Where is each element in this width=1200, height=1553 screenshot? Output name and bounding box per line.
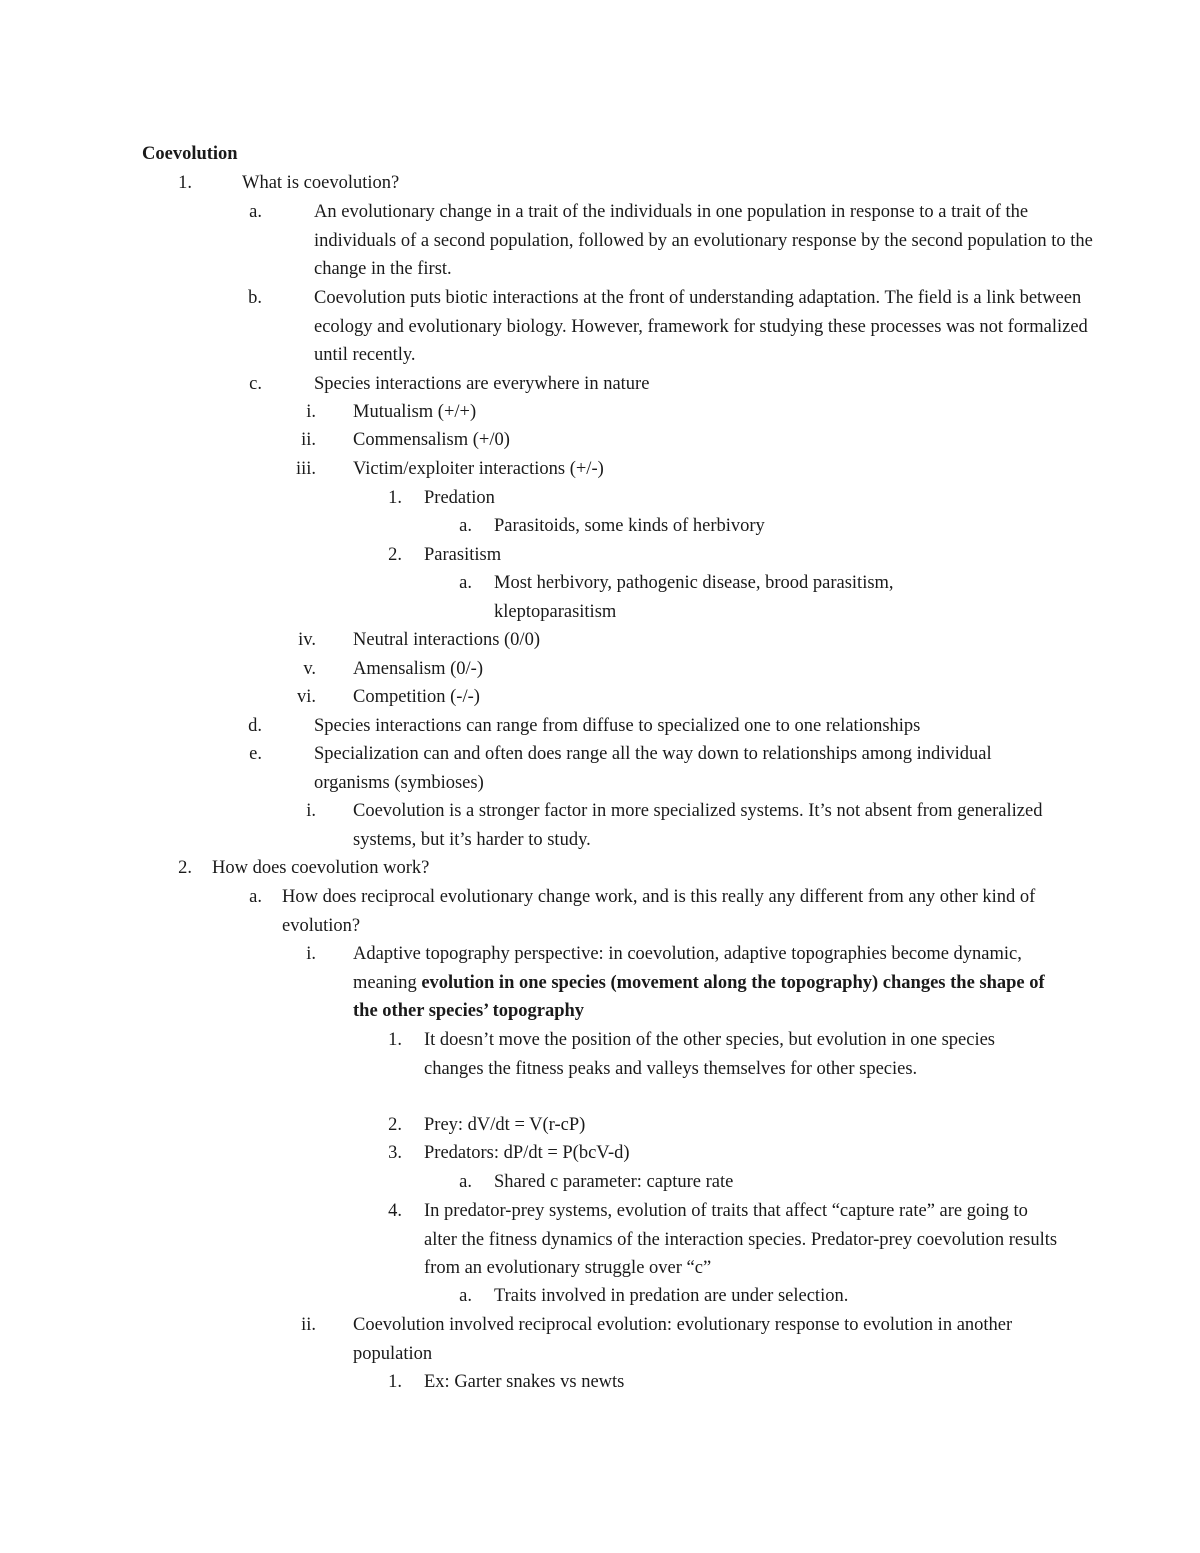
list-marker: iv. (298, 630, 316, 650)
list-marker: i. (306, 402, 316, 422)
list-item-text: Ex: Garter snakes vs newts (424, 1372, 625, 1392)
list-item-text: How does reciprocal evolutionary change work, and is this really any different from any other kind of evolution? (282, 887, 1036, 936)
list-item-text: An evolutionary change in a trait of the individuals in one population in response to a trait of the individuals of a second population, followed by an evolutionary response by the second population to the change in the first. (314, 202, 1093, 280)
list-marker: 2. (388, 1115, 402, 1135)
list-marker: ii. (301, 1315, 316, 1335)
list-marker: i. (306, 944, 316, 964)
list-marker: 1. (388, 1030, 402, 1050)
list-marker: 2. (178, 858, 192, 878)
list-marker: a. (459, 1286, 472, 1306)
list-item-text: Coevolution involved reciprocal evolution: evolutionary response to evolution in another population (353, 1315, 1013, 1364)
list-item-text: Victim/exploiter interactions (+/-) (353, 459, 604, 479)
list-item-text: Commensalism (+/0) (353, 430, 510, 450)
list-marker: a. (459, 1172, 472, 1192)
list-item-text: Neutral interactions (0/0) (353, 630, 540, 650)
list-marker: i. (306, 801, 316, 821)
list-item-text: Parasitism (424, 545, 502, 565)
list-item-text-bold: evolution in one species (movement along the topography) changes the shape of the other species’ topography (353, 972, 1045, 1022)
list-item-text-plain: Adaptive topography perspective: in coevolution, adaptive topographies become dynamic, meaning (353, 944, 1022, 993)
list-marker: ii. (301, 430, 316, 450)
list-marker: a. (249, 202, 262, 222)
list-marker: c. (249, 374, 262, 394)
list-item-text: Coevolution is a stronger factor in more specialized systems. It’s not absent from generalized systems, but it’s harder to study. (353, 801, 1043, 850)
list-item-text: Predation (424, 488, 495, 508)
list-item-text: In predator-prey systems, evolution of traits that affect “capture rate” are going to alter the fitness dynamics of the interaction species. Predator-prey coevolution results from an evolutionary struggle over “c” (424, 1201, 1058, 1279)
list-item-text: How does coevolution work? (212, 858, 430, 878)
list-marker: b. (248, 288, 262, 308)
list-marker: 3. (388, 1143, 402, 1163)
list-item-text: Specialization can and often does range all the way down to relationships among individual organisms (symbioses) (314, 744, 992, 793)
list-marker: 1. (388, 488, 402, 508)
list-item-text: Species interactions can range from diffuse to specialized one to one relationships (314, 716, 921, 736)
list-item-text: What is coevolution? (242, 173, 400, 193)
list-item-text: Mutualism (+/+) (353, 402, 477, 422)
list-item-text: Parasitoids, some kinds of herbivory (494, 516, 765, 536)
list-marker: 1. (388, 1372, 402, 1392)
list-item-text (353, 940, 1053, 1026)
list-marker: a. (459, 516, 472, 536)
list-item-text: Prey: dV/dt = V(r-cP) (424, 1115, 586, 1135)
list-item-text: Traits involved in predation are under selection. (494, 1286, 849, 1306)
list-item-text: Predators: dP/dt = P(bcV-d) (424, 1143, 630, 1163)
list-marker: d. (248, 716, 262, 736)
list-marker: e. (249, 744, 262, 764)
list-item-text: Competition (-/-) (353, 687, 480, 707)
list-item-text: Coevolution puts biotic interactions at the front of understanding adaptation. The field is a link between ecology and evolutionary biology. However, framework for studying these processes was not formalized until recently. (314, 288, 1088, 366)
list-item-text: Species interactions are everywhere in nature (314, 374, 650, 394)
list-marker: 2. (388, 545, 402, 565)
list-marker: a. (459, 573, 472, 593)
list-item-text: Amensalism (0/-) (353, 659, 483, 679)
list-item-text: Most herbivory, pathogenic disease, brood parasitism, kleptoparasitism (494, 573, 894, 622)
document-title: Coevolution (142, 144, 238, 164)
list-marker: iii. (296, 459, 317, 479)
list-marker: 1. (178, 173, 192, 193)
list-marker: 4. (388, 1201, 402, 1221)
list-item-text: Shared c parameter: capture rate (494, 1172, 734, 1192)
list-item-text: It doesn’t move the position of the other species, but evolution in one species changes the fitness peaks and valleys themselves for other species. (424, 1030, 995, 1079)
list-marker: a. (249, 887, 262, 907)
list-marker: vi. (296, 687, 316, 707)
list-marker: v. (303, 659, 316, 679)
